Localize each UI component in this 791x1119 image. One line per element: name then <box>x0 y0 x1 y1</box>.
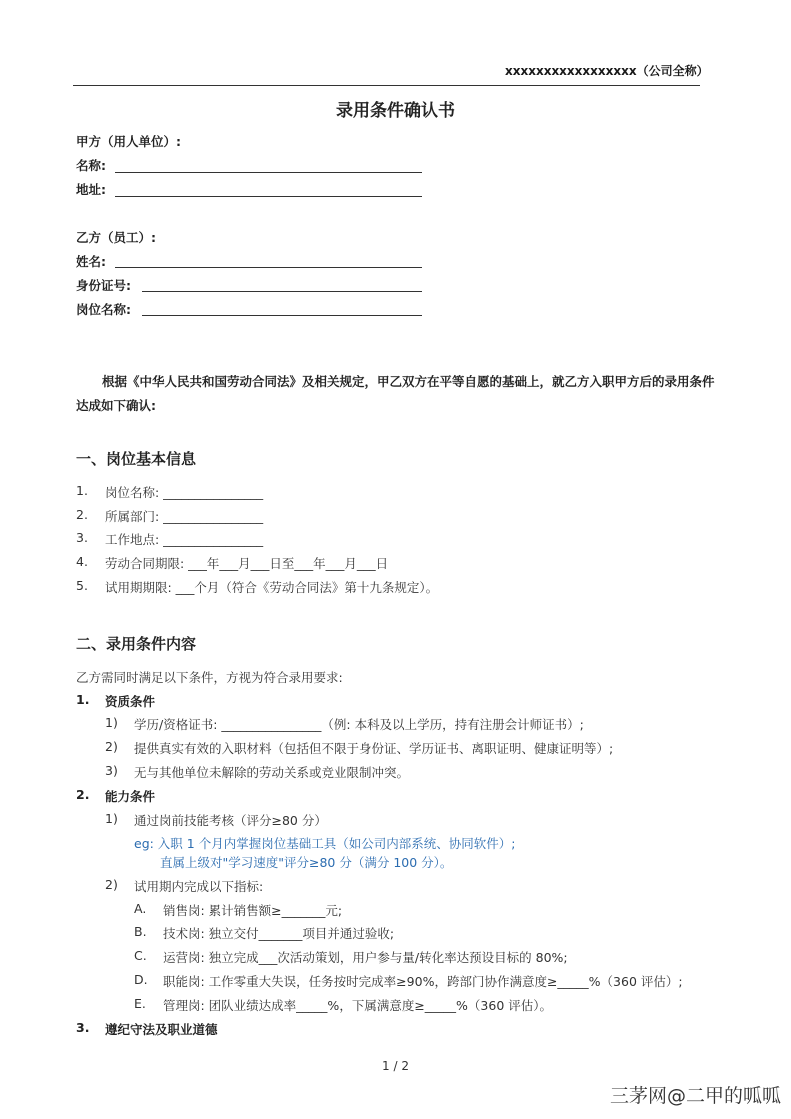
header-divider <box>73 85 700 86</box>
watermark: 三茅网@二甲的呱呱 <box>609 1085 781 1107</box>
s1-item-num: 5. <box>76 578 88 593</box>
party-a-heading: 甲方（用人单位）: <box>76 134 181 149</box>
c2-example-line1: eg: 入职 1 个月内掌握岗位基础工具（如公司内部系统、协同软件）; <box>134 836 516 851</box>
party-a-address-label: 地址: <box>76 182 106 197</box>
s1-item-location: 工作地点: ________________ <box>105 532 264 547</box>
c1-item-num: 1) <box>105 715 118 730</box>
c3-num: 3. <box>76 1020 90 1035</box>
c2-item-probation-targets: 试用期内完成以下指标: <box>134 879 264 894</box>
s1-item-num: 1. <box>76 483 88 498</box>
section2-lead: 乙方需同时满足以下条件，方视为符合录用要求: <box>76 670 343 685</box>
c1-title: 资质条件 <box>105 694 156 709</box>
intro-paragraph: 根据《中华人民共和国劳动合同法》及相关规定，甲乙双方在平等自愿的基础上，就乙方入职甲方后的录用条件达成如下确认: <box>76 374 715 413</box>
party-b-position-label: 岗位名称: <box>76 302 131 317</box>
target-letter: A. <box>134 901 147 916</box>
target-operations: 运营岗: 独立完成___次活动策划，用户参与量/转化率达预设目标的 80%; <box>163 950 568 965</box>
document-title: 录用条件确认书 <box>336 101 455 121</box>
target-letter: D. <box>134 972 148 987</box>
c1-item-num: 3) <box>105 763 118 778</box>
c1-num: 1. <box>76 692 90 707</box>
target-management: 管理岗: 团队业绩达成率_____%，下属满意度≥_____%（360 评估）。 <box>163 998 552 1013</box>
c1-item-materials: 提供真实有效的入职材料（包括但不限于身份证、学历证书、离职证明、健康证明等）; <box>134 741 614 756</box>
s1-item-department: 所属部门: ________________ <box>105 509 264 524</box>
c2-item-num: 1) <box>105 811 118 826</box>
s1-item-num: 3. <box>76 530 88 545</box>
target-tech: 技术岗: 独立交付_______项目并通过验收; <box>163 926 395 941</box>
s1-item-probation: 试用期期限: ___个月（符合《劳动合同法》第十九条规定）。 <box>105 580 439 595</box>
target-letter: E. <box>134 996 146 1011</box>
c1-item-education: 学历/资格证书: ________________（例: 本科及以上学历，持有注册会计师证书）; <box>134 717 584 732</box>
party-b-position-field[interactable] <box>142 315 422 316</box>
c2-title: 能力条件 <box>105 789 156 804</box>
c2-item-skill-test: 通过岗前技能考核（评分≥80 分） <box>134 813 327 828</box>
s1-item-num: 2. <box>76 507 88 522</box>
c2-example-line2: 直属上级对"学习速度"评分≥80 分（满分 100 分）。 <box>160 855 453 870</box>
c1-item-num: 2) <box>105 739 118 754</box>
party-b-id-label: 身份证号: <box>76 278 131 293</box>
party-a-name-label: 名称: <box>76 158 106 173</box>
target-functional: 职能岗: 工作零重大失误，任务按时完成率≥90%，跨部门协作满意度≥_____%（360 评估）; <box>163 974 683 989</box>
s1-item-position: 岗位名称: ________________ <box>105 485 264 500</box>
section1-heading: 一、岗位基本信息 <box>76 450 197 468</box>
company-name-header: xxxxxxxxxxxxxxxxx（公司全称） <box>505 64 709 78</box>
target-sales: 销售岗: 累计销售额≥_______元; <box>163 903 343 918</box>
target-letter: C. <box>134 948 147 963</box>
c2-num: 2. <box>76 787 90 802</box>
party-b-name-field[interactable] <box>115 267 422 268</box>
section2-heading: 二、录用条件内容 <box>76 635 197 653</box>
party-b-id-field[interactable] <box>142 291 422 292</box>
s1-item-num: 4. <box>76 554 88 569</box>
party-a-name-field[interactable] <box>115 172 422 173</box>
target-letter: B. <box>134 924 147 939</box>
s1-item-contract-term: 劳动合同期限: ___年___月___日至___年___月___日 <box>105 556 389 571</box>
page-number: 1 / 2 <box>382 1059 409 1073</box>
party-b-name-label: 姓名: <box>76 254 106 269</box>
party-a-address-field[interactable] <box>115 196 422 197</box>
c3-title: 遵纪守法及职业道德 <box>105 1022 218 1037</box>
party-b-heading: 乙方（员工）: <box>76 230 156 245</box>
c2-item-num: 2) <box>105 877 118 892</box>
c1-item-no-conflict: 无与其他单位未解除的劳动关系或竞业限制冲突。 <box>134 765 410 780</box>
